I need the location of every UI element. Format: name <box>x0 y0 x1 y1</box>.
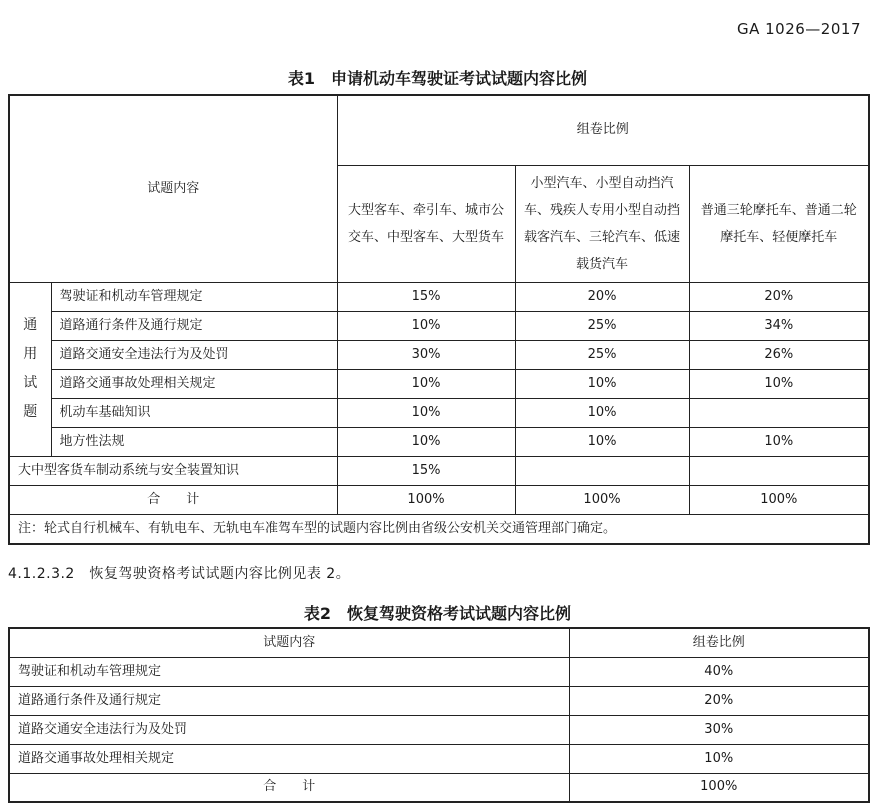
table-row <box>9 715 869 744</box>
row-label: 道路交通安全违法行为及处罚 <box>51 340 337 369</box>
cell-value: 15% <box>337 456 515 485</box>
cell-value: 10% <box>515 398 689 427</box>
cell-value <box>515 456 689 485</box>
cell-value: 25% <box>515 340 689 369</box>
cell-value: 10% <box>337 427 515 456</box>
row-label: 机动车基础知识 <box>51 398 337 427</box>
cell-value: 10% <box>689 369 869 398</box>
table2 <box>8 627 870 803</box>
group-label-char: 试 <box>23 375 38 391</box>
table1 <box>8 94 870 545</box>
table1-group-label <box>9 282 51 456</box>
row-label: 道路通行条件及通行规定 <box>9 686 569 715</box>
cell-value: 10% <box>337 398 515 427</box>
table1-col-group-3: 普通三轮摩托车、普通二轮摩托车、轻便摩托车 <box>689 165 869 282</box>
table-row <box>9 282 869 311</box>
table-row <box>9 369 869 398</box>
table-row <box>9 398 869 427</box>
row-label: 驾驶证和机动车管理规定 <box>51 282 337 311</box>
cell-value: 20% <box>569 686 869 715</box>
cell-value: 25% <box>515 311 689 340</box>
cell-value: 10% <box>515 427 689 456</box>
table1-col-group-1: 大型客车、牵引车、城市公交车、中型客车、大型货车 <box>337 165 515 282</box>
cell-value <box>689 398 869 427</box>
table-row <box>9 311 869 340</box>
row-label: 驾驶证和机动车管理规定 <box>9 657 569 686</box>
cell-value: 30% <box>337 340 515 369</box>
total-label: 合 计 <box>9 485 337 514</box>
table2-total-row <box>9 773 869 802</box>
cell-value: 34% <box>689 311 869 340</box>
row-label: 道路交通安全违法行为及处罚 <box>9 715 569 744</box>
cell-value: 26% <box>689 340 869 369</box>
standard-number: GA 1026—2017 <box>736 20 861 38</box>
cell-value: 100% <box>689 485 869 514</box>
cell-value: 30% <box>569 715 869 744</box>
table2-header-row <box>9 628 869 657</box>
table1-caption: 表1 申请机动车驾驶证考试试题内容比例 <box>287 69 588 88</box>
total-label: 合 计 <box>9 773 569 802</box>
table-row <box>9 744 869 773</box>
cell-value: 10% <box>337 311 515 340</box>
table1-total-row <box>9 485 869 514</box>
table2-header-content: 试题内容 <box>9 628 569 657</box>
group-label-char: 通 <box>23 317 38 333</box>
table-row <box>9 657 869 686</box>
group-label-char: 用 <box>23 346 38 362</box>
table2-caption: 表2 恢复驾驶资格考试试题内容比例 <box>303 604 572 623</box>
section-paragraph: 4.1.2.3.2 恢复驾驶资格考试试题内容比例见表 2。 <box>8 566 351 582</box>
table2-header-ratio: 组卷比例 <box>569 628 869 657</box>
special-row-label: 大中型客货车制动系统与安全装置知识 <box>9 456 337 485</box>
row-label: 地方性法规 <box>51 427 337 456</box>
cell-value: 15% <box>337 282 515 311</box>
cell-value: 20% <box>515 282 689 311</box>
cell-value: 10% <box>515 369 689 398</box>
cell-value <box>689 456 869 485</box>
row-label: 道路交通事故处理相关规定 <box>51 369 337 398</box>
table1-col-group-2: 小型汽车、小型自动挡汽车、残疾人专用小型自动挡载客汽车、三轮汽车、低速载货汽车 <box>515 165 689 282</box>
cell-value: 10% <box>337 369 515 398</box>
cell-value: 40% <box>569 657 869 686</box>
table1-header-content: 试题内容 <box>9 95 337 282</box>
cell-value: 100% <box>515 485 689 514</box>
group-label-char: 题 <box>23 404 38 420</box>
table1-header-ratio: 组卷比例 <box>337 95 869 165</box>
row-label: 道路通行条件及通行规定 <box>51 311 337 340</box>
cell-value: 10% <box>689 427 869 456</box>
table-row <box>9 456 869 485</box>
table1-note: 注：轮式自行机械车、有轨电车、无轨电车准驾车型的试题内容比例由省级公安机关交通管理部门确定。 <box>9 514 869 544</box>
table-row <box>9 340 869 369</box>
row-label: 道路交通事故处理相关规定 <box>9 744 569 773</box>
table-row <box>9 427 869 456</box>
cell-value: 20% <box>689 282 869 311</box>
cell-value: 100% <box>337 485 515 514</box>
cell-value: 10% <box>569 744 869 773</box>
cell-value: 100% <box>569 773 869 802</box>
table-row <box>9 686 869 715</box>
